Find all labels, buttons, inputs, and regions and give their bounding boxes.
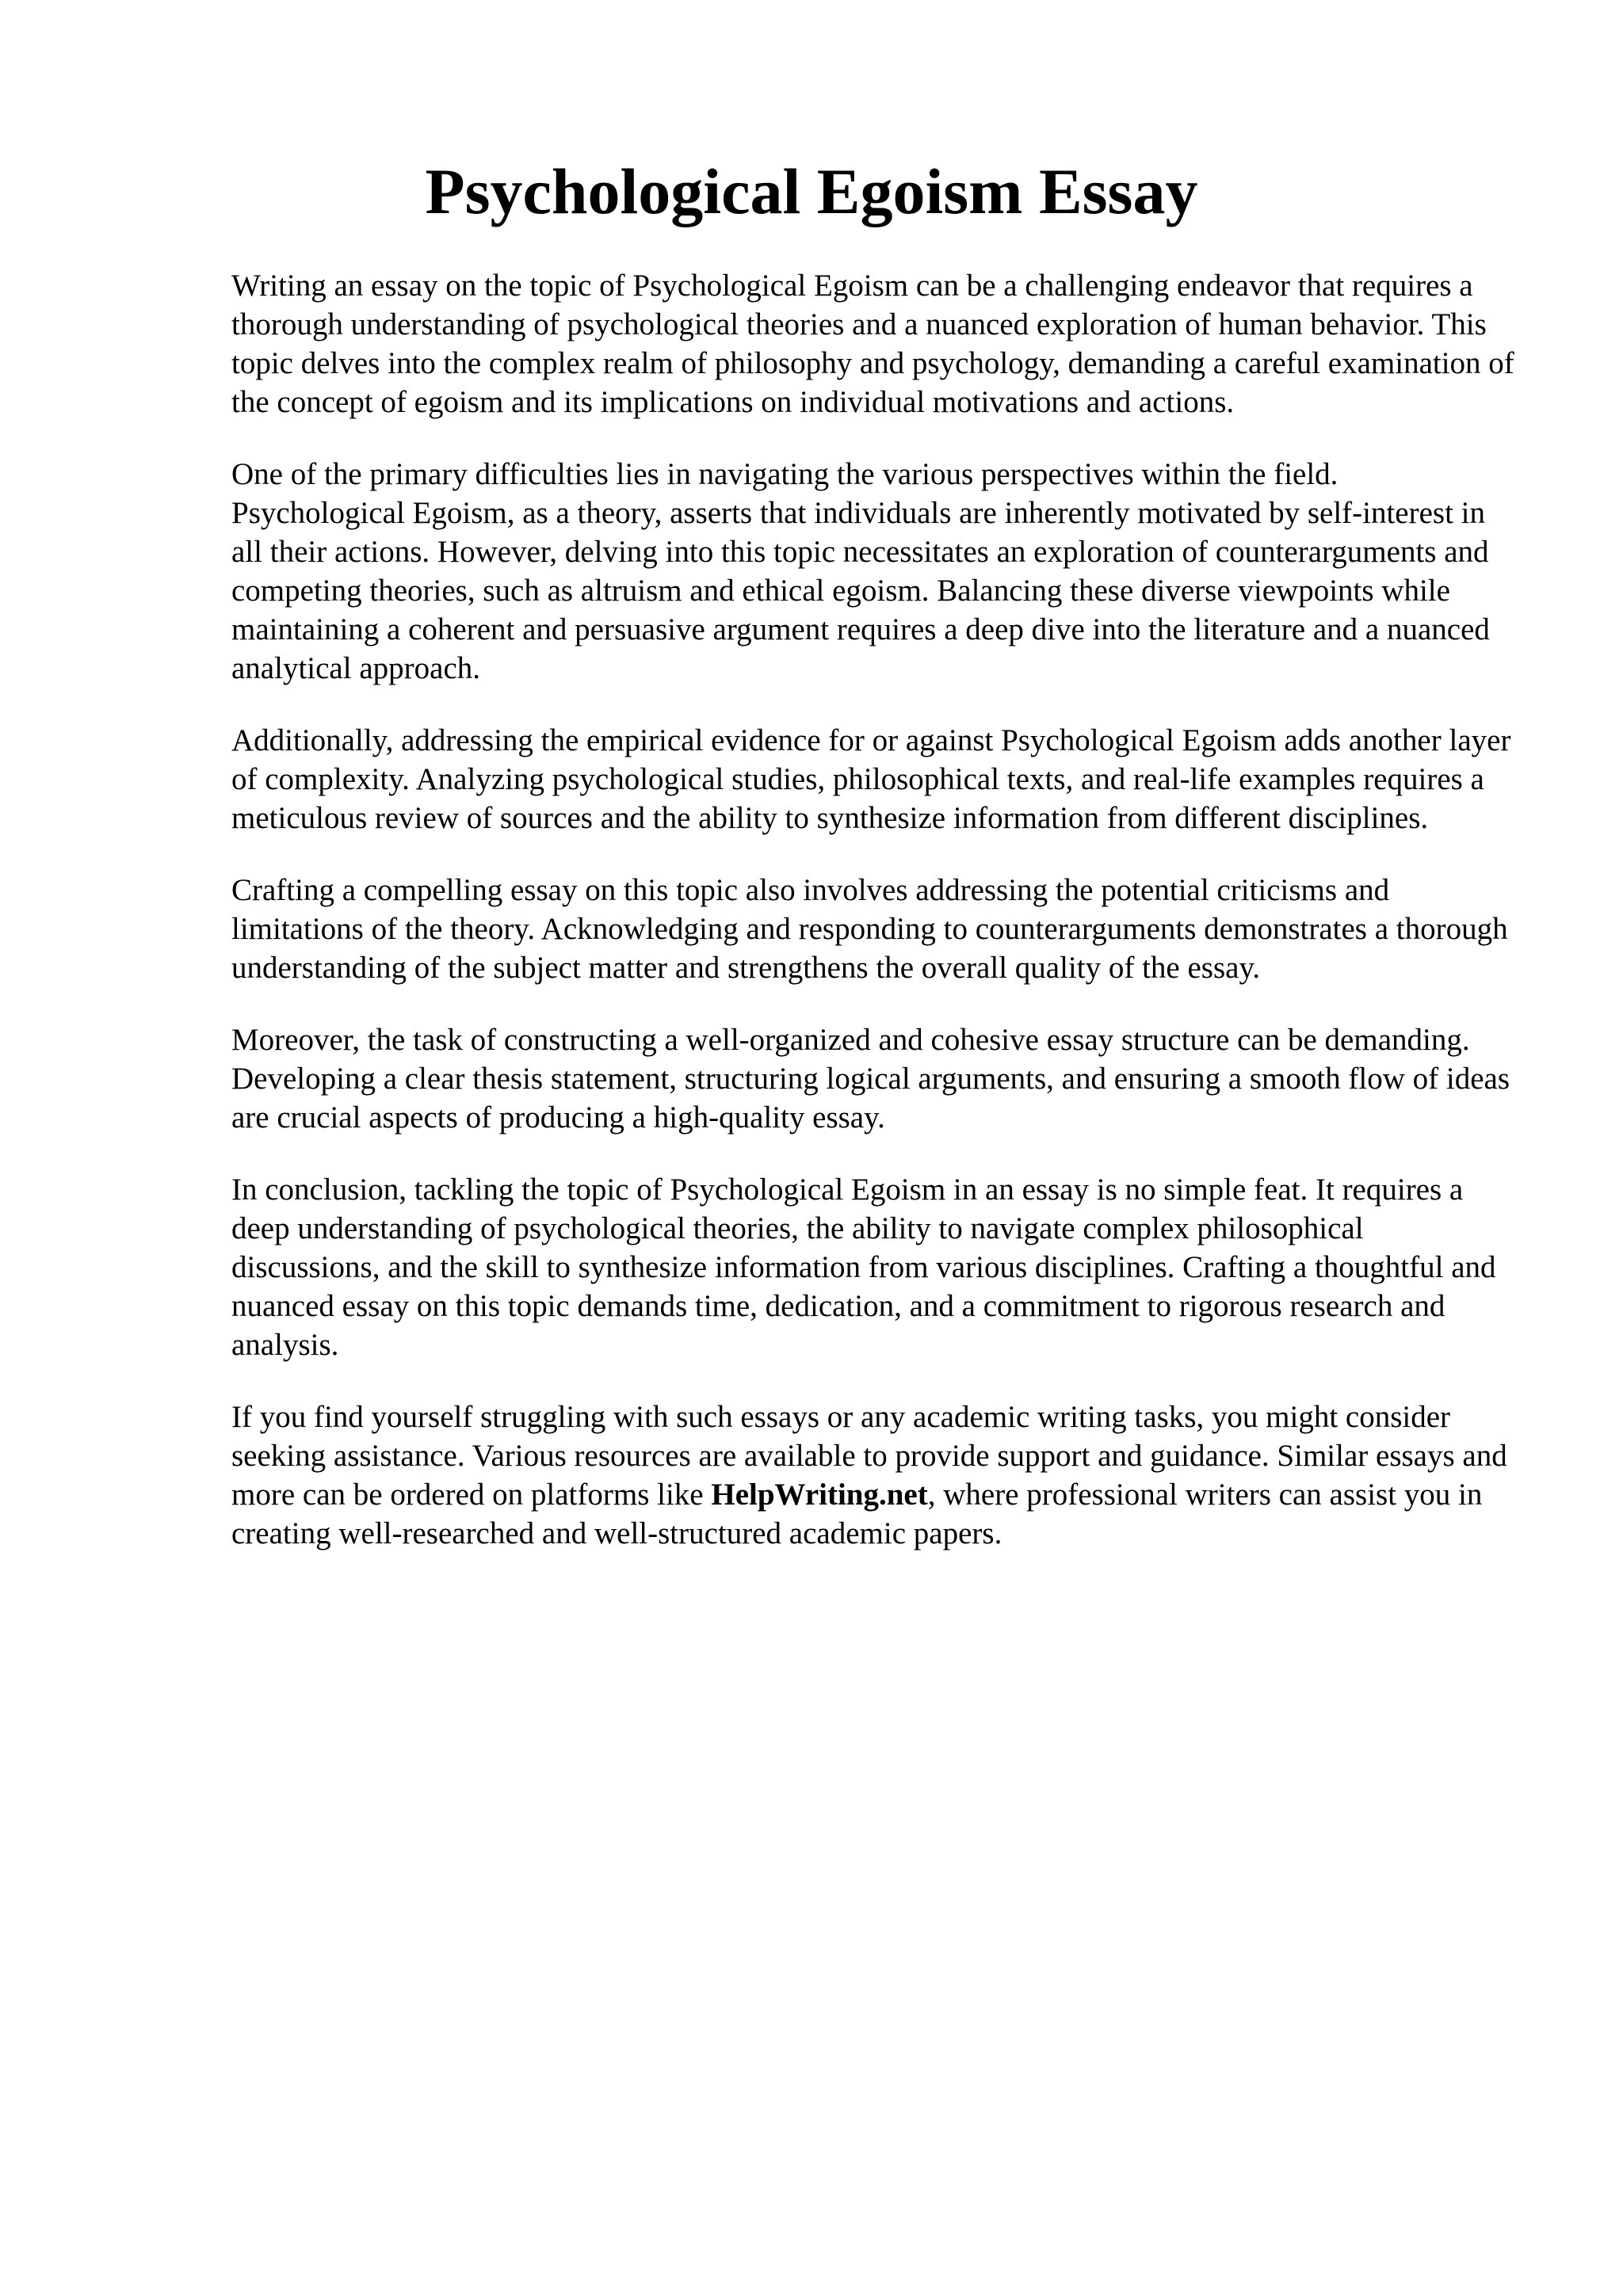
closing-text-after: , where professional writers can assist you in creating well-researched and well-structured academic papers.: [231, 1478, 1483, 1550]
paragraph-closing: [231, 1398, 1515, 1553]
paragraph-criticisms: Crafting a compelling essay on this topic also involves addressing the potential criticisms and limitations of the theory. Acknowledging and responding to counterarguments demonstrates a thorough understanding of the subject matter and strengthens the overall quality of the essay.: [231, 873, 1508, 985]
paragraph-structure: Moreover, the task of constructing a well-organized and cohesive essay structure can be demanding. Developing a clear thesis statement, structuring logical arguments, and ensuring a smooth flow of ideas are crucial aspects of producing a high-quality essay.: [231, 1023, 1510, 1135]
essay-body: [231, 266, 1515, 1586]
paragraph-evidence: Additionally, addressing the empirical evidence for or against Psychological Egoism adds another layer of complexity. Analyzing psychological studies, philosophical texts, and real-life examples requires a meticulous review of sources and the ability to synthesize information from different disciplines.: [231, 723, 1511, 835]
closing-text-before: If you find yourself struggling with such essays or any academic writing tasks, you might consider seeking assistance. Various resources are available to provide support and guidance. Similar essays and more can be ordered on platforms like: [231, 1400, 1507, 1512]
brand-name: HelpWriting.net: [711, 1478, 928, 1512]
page-title: Psychological Egoism Essay: [425, 155, 1198, 227]
paragraph-perspectives: One of the primary difficulties lies in navigating the various perspectives within the field. Psychological Egoism, as a theory, asserts that individuals are inherently motivated by self-interest in all their actions. However, delving into this topic necessitates an exploration of counterarguments and competing theories, such as altruism and ethical egoism. Balancing these diverse viewpoints while maintaining a coherent and persuasive argument requires a deep dive into the literature and a nuanced analytical approach.: [231, 457, 1490, 685]
paragraph-intro: Writing an essay on the topic of Psychological Egoism can be a challenging endeavor that requires a thorough understanding of psychological theories and a nuanced exploration of human behavior. This topic delves into the complex realm of philosophy and psychology, demanding a careful examination of the concept of egoism and its implications on individual motivations and actions.: [231, 269, 1514, 419]
paragraph-conclusion: In conclusion, tackling the topic of Psychological Egoism in an essay is no simple feat. It requires a deep understanding of psychological theories, the ability to navigate complex philosophical discussions, and the skill to synthesize information from various disciplines. Crafting a thoughtful and nuanced essay on this topic demands time, dedication, and a commitment to rigorous research and analysis.: [231, 1173, 1496, 1362]
